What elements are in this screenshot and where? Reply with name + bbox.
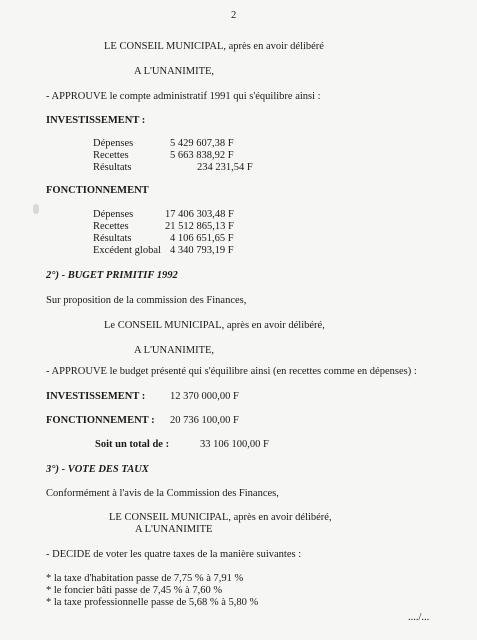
fonc-label-recettes: Recettes	[93, 221, 129, 232]
inv-label-recettes: Recettes	[93, 150, 129, 161]
section2-unanimity: A L'UNANIMITE,	[134, 345, 215, 356]
fonc-value-depenses: 17 406 303,48 F	[165, 209, 234, 220]
tax-item-professionnelle: * la taxe professionnelle passe de 5,68 % à 5,80 %	[46, 597, 259, 608]
budget-total-value: 33 106 100,00 F	[200, 439, 269, 450]
budget-investissement-value: 12 370 000,00 F	[170, 391, 239, 402]
fonc-label-excedent: Excédent global	[93, 245, 161, 256]
fonc-label-depenses: Dépenses	[93, 209, 134, 220]
fonc-label-resultats: Résultats	[93, 233, 132, 244]
section3-unanimity: A L'UNANIMITE	[135, 524, 213, 535]
section2-proposal: Sur proposition de la commission des Finances,	[46, 295, 247, 306]
section2-title: 2°) - BUGET PRIMITIF 1992	[46, 270, 178, 281]
fonc-value-resultats: 4 106 651,65 F	[170, 233, 234, 244]
council-heading: LE CONSEIL MUNICIPAL, après en avoir délibéré	[104, 41, 324, 52]
page-number: 2	[231, 10, 237, 21]
investissement-heading: INVESTISSEMENT :	[46, 115, 146, 126]
section2-council: Le CONSEIL MUNICIPAL, après en avoir délibéré,	[104, 320, 325, 331]
budget-investissement-label: INVESTISSEMENT :	[46, 391, 146, 402]
unanimity-heading: A L'UNANIMITE,	[134, 66, 215, 77]
section3-conform: Conformément à l'avis de la Commission des Finances,	[46, 488, 279, 499]
page-smudge	[33, 204, 39, 214]
section2-approve: - APPROUVE le budget présenté qui s'équilibre ainsi (en recettes comme en dépenses) :	[46, 366, 417, 377]
inv-value-recettes: 5 663 838,92 F	[170, 150, 234, 161]
tax-item-habitation: * la taxe d'habitation passe de 7,75 % à 7,91 %	[46, 573, 244, 584]
budget-fonctionnement-value: 20 736 100,00 F	[170, 415, 239, 426]
continuation-marker: ..../...	[408, 612, 430, 623]
tax-item-foncier: * le foncier bâti passe de 7,45 % à 7,60 %	[46, 585, 223, 596]
budget-fonctionnement-label: FONCTIONNEMENT :	[46, 415, 155, 426]
fonc-value-recettes: 21 512 865,13 F	[165, 221, 234, 232]
inv-label-resultats: Résultats	[93, 162, 132, 173]
fonctionnement-heading: FONCTIONNEMENT	[46, 185, 149, 196]
fonc-value-excedent: 4 340 793,19 F	[170, 245, 234, 256]
inv-label-depenses: Dépenses	[93, 138, 134, 149]
budget-total-label: Soit un total de :	[95, 439, 170, 450]
inv-value-depenses: 5 429 607,38 F	[170, 138, 234, 149]
approve-account-text: - APPROUVE le compte administratif 1991 qui s'équilibre ainsi :	[46, 91, 321, 102]
inv-value-resultats: 234 231,54 F	[197, 162, 253, 173]
section3-title: 3°) - VOTE DES TAUX	[46, 464, 149, 475]
section3-council: LE CONSEIL MUNICIPAL, après en avoir délibéré,	[109, 512, 332, 523]
section3-decide: - DECIDE de voter les quatre taxes de la manière suivantes :	[46, 549, 302, 560]
